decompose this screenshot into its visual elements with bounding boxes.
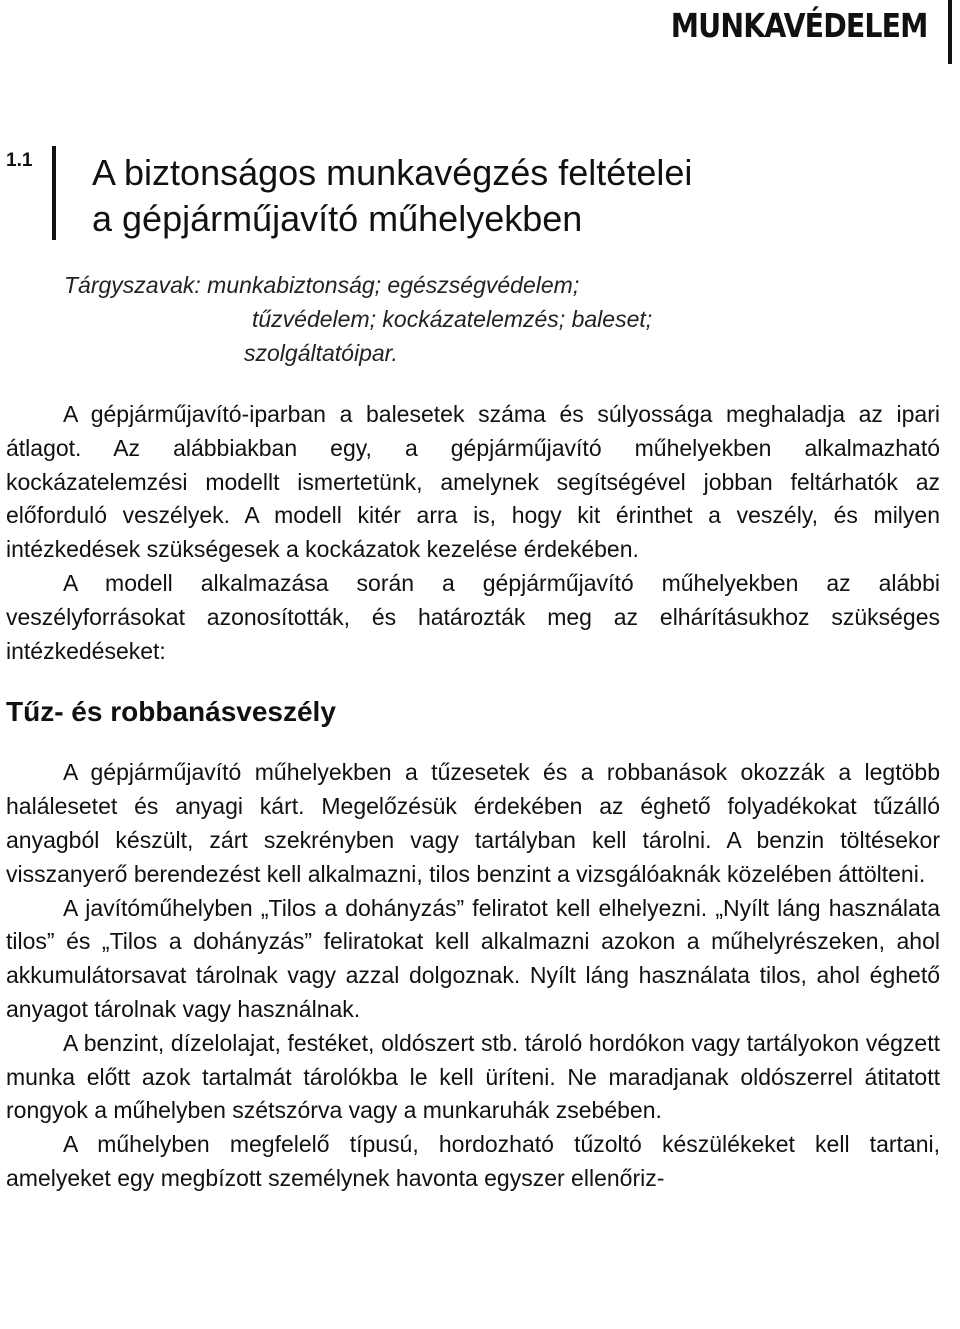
paragraph-drums-tanks: A benzint, dízelolajat, festéket, oldószert stb. tároló hordókon vagy tartályokon végzett munka előtt azok tartalmát tárolókba le kell üríteni. Ne maradjanak oldószerrel átitatott rongyok a műhelyben szétszórva vagy a munkaruhák zsebében. [6,1029,940,1124]
section-number: 1.1 [6,150,33,171]
subheading-fire-explosion: Tűz- és robbanásveszély [6,696,336,728]
paragraph-fire-storage: A gépjárműjavító műhelyekben a tűzesetek és a robbanások okozzák a legtöbb halálesetet és anyagi kárt. Megelőzésük érdekében az éghető folyadékokat tűzálló anyagból készült, zárt szekrényben vagy tartályban kell tárolni. A benzin töltésekor visszanyerő berendezést kell alkalmazni, tilos benzint a vizsgálóaknák közelében áttölteni. [6,759,940,887]
paragraph-extinguishers: A műhelyben megfelelő típusú, hordozható tűzoltó készülékeket kell tartani, amelyeket egy megbízott személynek havonta egyszer ellenőriz- [6,1131,940,1191]
keywords-line-2: tűzvédelem; kockázatelemzés; baleset; [252,306,653,332]
keywords-line-1: Tárgyszavak: munkabiztonság; egészségvédelem; [64,272,580,298]
section-title-line-2: a gépjárműjavító műhelyekben [92,198,583,239]
section-vertical-rule [52,146,56,240]
keywords-block [64,268,924,370]
section-title-line-1: A biztonságos munkavégzés feltételei [92,152,693,193]
header-vertical-rule [948,0,952,64]
keywords-line-3: szolgáltatóipar. [244,340,398,366]
paragraph-no-smoking: A javítóműhelyben „Tilos a dohányzás” feliratot kell elhelyezni. „Nyílt láng használata tilos” és „Tilos a dohányzás” feliratokat kell alkalmazni azokon a műhelyrészeken, ahol akkumulátorsavat tárolnak vagy azzal dolgoznak. Nyílt láng használata tilos, ahol éghető anyagot tárolnak vagy használnak. [6,894,940,1022]
section-title [92,150,942,242]
running-header-title: MUNKAVÉDELEM [671,6,928,45]
paragraph-hazard-sources: A modell alkalmazása során a gépjárműjavító műhelyekben az alábbi veszélyforrásokat azonosították, és határozták meg az elhárításukhoz szükséges intézkedéseket: [6,569,940,664]
article-body [6,398,940,1196]
paragraph-intro: A gépjárműjavító-iparban a balesetek száma és súlyossága meghaladja az ipari átlagot. Az alábbiakban egy, a gépjárműjavító műhelyekben alkalmazható kockázatelemzési modellt ismertetünk, amelynek segítségével jobban feltárhatók az előforduló veszélyek. A modell kitér arra is, hogy kit érinthet a veszély, és milyen intézkedések szükségesek a kockázatok kezelése érdekében. [6,401,940,563]
